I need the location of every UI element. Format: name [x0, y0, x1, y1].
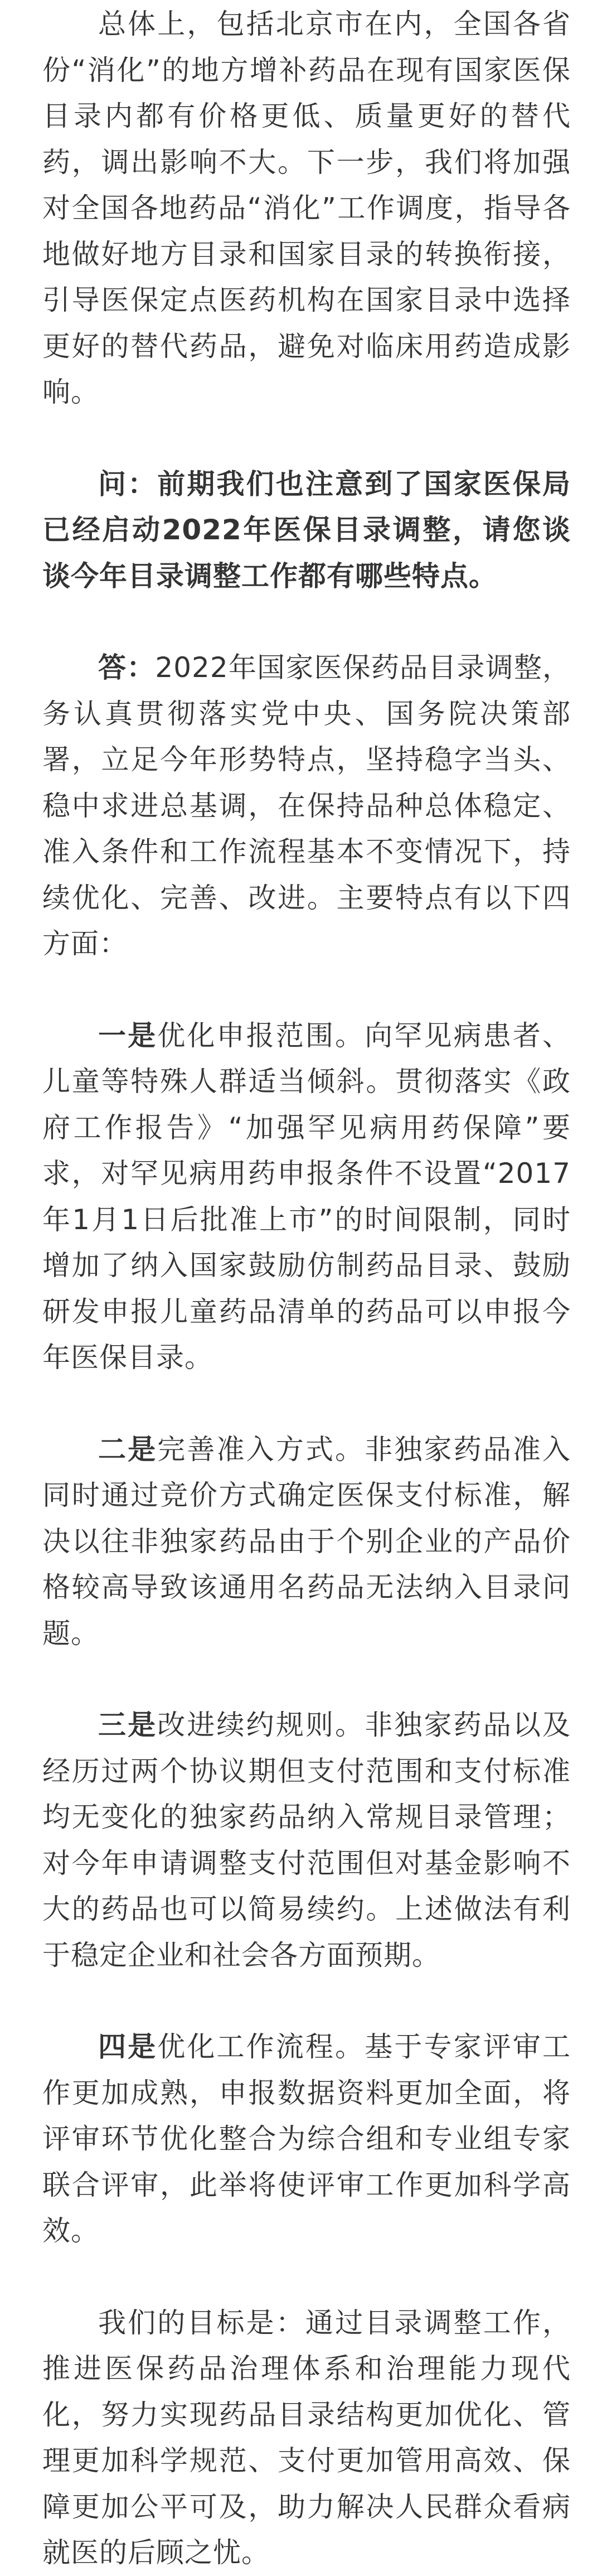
point-4-lead: 四是	[98, 2031, 158, 2063]
paragraph-answer	[42, 645, 571, 967]
point-3-lead: 三是	[98, 1709, 158, 1741]
point-4-text: 优化工作流程。基于专家评审工作更加成熟，申报数据资料更加全面，将评审环节优化整合为综合组和专业组专家联合评审，此举将使评审工作更加科学高效。	[42, 2031, 571, 2247]
paragraph-gap	[42, 1656, 571, 1702]
paragraph-gap	[42, 1978, 571, 2024]
point-2-text: 完善准入方式。非独家药品准入同时通过竞价方式确定医保支付标准，解决以往非独家药品由于个别企业的产品价格较高导致该通用名药品无法纳入目录问题。	[42, 1433, 571, 1650]
article-body	[42, 0, 571, 2576]
paragraph-gap	[42, 415, 571, 461]
paragraph-point-4	[42, 2024, 571, 2254]
paragraph-point-1	[42, 1013, 571, 1381]
paragraph-point-3	[42, 1702, 571, 1978]
answer-text: 2022年国家医保药品目录调整，务认真贯彻落实党中央、国务院决策部署，立足今年形势特点，坚持稳字当头、稳中求进总基调，在保持品种总体稳定、准入条件和工作流程基本不变情况下，持续优化、完善、改进。主要特点有以下四方面：	[42, 651, 571, 960]
paragraph-goal	[42, 2300, 571, 2576]
answer-lead: 答：	[98, 651, 156, 684]
paragraph-gap	[42, 967, 571, 1013]
paragraph-gap	[42, 599, 571, 645]
point-1-lead: 一是	[98, 1019, 158, 1052]
paragraph-gap	[42, 1381, 571, 1427]
question-text: 问：前期我们也注意到了国家医保局已经启动2022年医保目录调整，请您谈谈今年目录调整工作都有哪些特点。	[42, 467, 571, 592]
paragraph-summary-text: 总体上，包括北京市在内，全国各省份“消化”的地方增补药品在现有国家医保目录内都有价格更低、质量更好的替代药，调出影响不大。下一步，我们将加强对全国各地药品“消化”工作调度，指导各地做好地方目录和国家目录的转换衔接，引导医保定点医药机构在国家目录中选择更好的替代药品，避免对临床用药造成影响。	[42, 8, 571, 408]
paragraph-question	[42, 461, 571, 600]
paragraph-point-2	[42, 1427, 571, 1657]
point-2-lead: 二是	[98, 1433, 158, 1466]
paragraph-gap	[42, 2254, 571, 2300]
point-3-text: 改进续约规则。非独家药品以及经历过两个协议期但支付范围和支付标准均无变化的独家药品纳入常规目录管理；对今年申请调整支付范围但对基金影响不大的药品也可以简易续约。上述做法有利于稳定企业和社会各方面预期。	[42, 1709, 571, 1971]
paragraph-summary	[42, 1, 571, 415]
goal-text: 我们的目标是：通过目录调整工作，推进医保药品治理体系和治理能力现代化，努力实现药品目录结构更加优化、管理更加科学规范、支付更加管用高效、保障更加公平可及，助力解决人民群众看病就医的后顾之忧。	[42, 2306, 571, 2569]
point-1-text: 优化申报范围。向罕见病患者、儿童等特殊人群适当倾斜。贯彻落实《政府工作报告》“加强罕见病用药保障”要求，对罕见病用药申报条件不设置“2017年1月1日后批准上市”的时间限制，同时增加了纳入国家鼓励仿制药品目录、鼓励研发申报儿童药品清单的药品可以申报今年医保目录。	[42, 1019, 571, 1374]
